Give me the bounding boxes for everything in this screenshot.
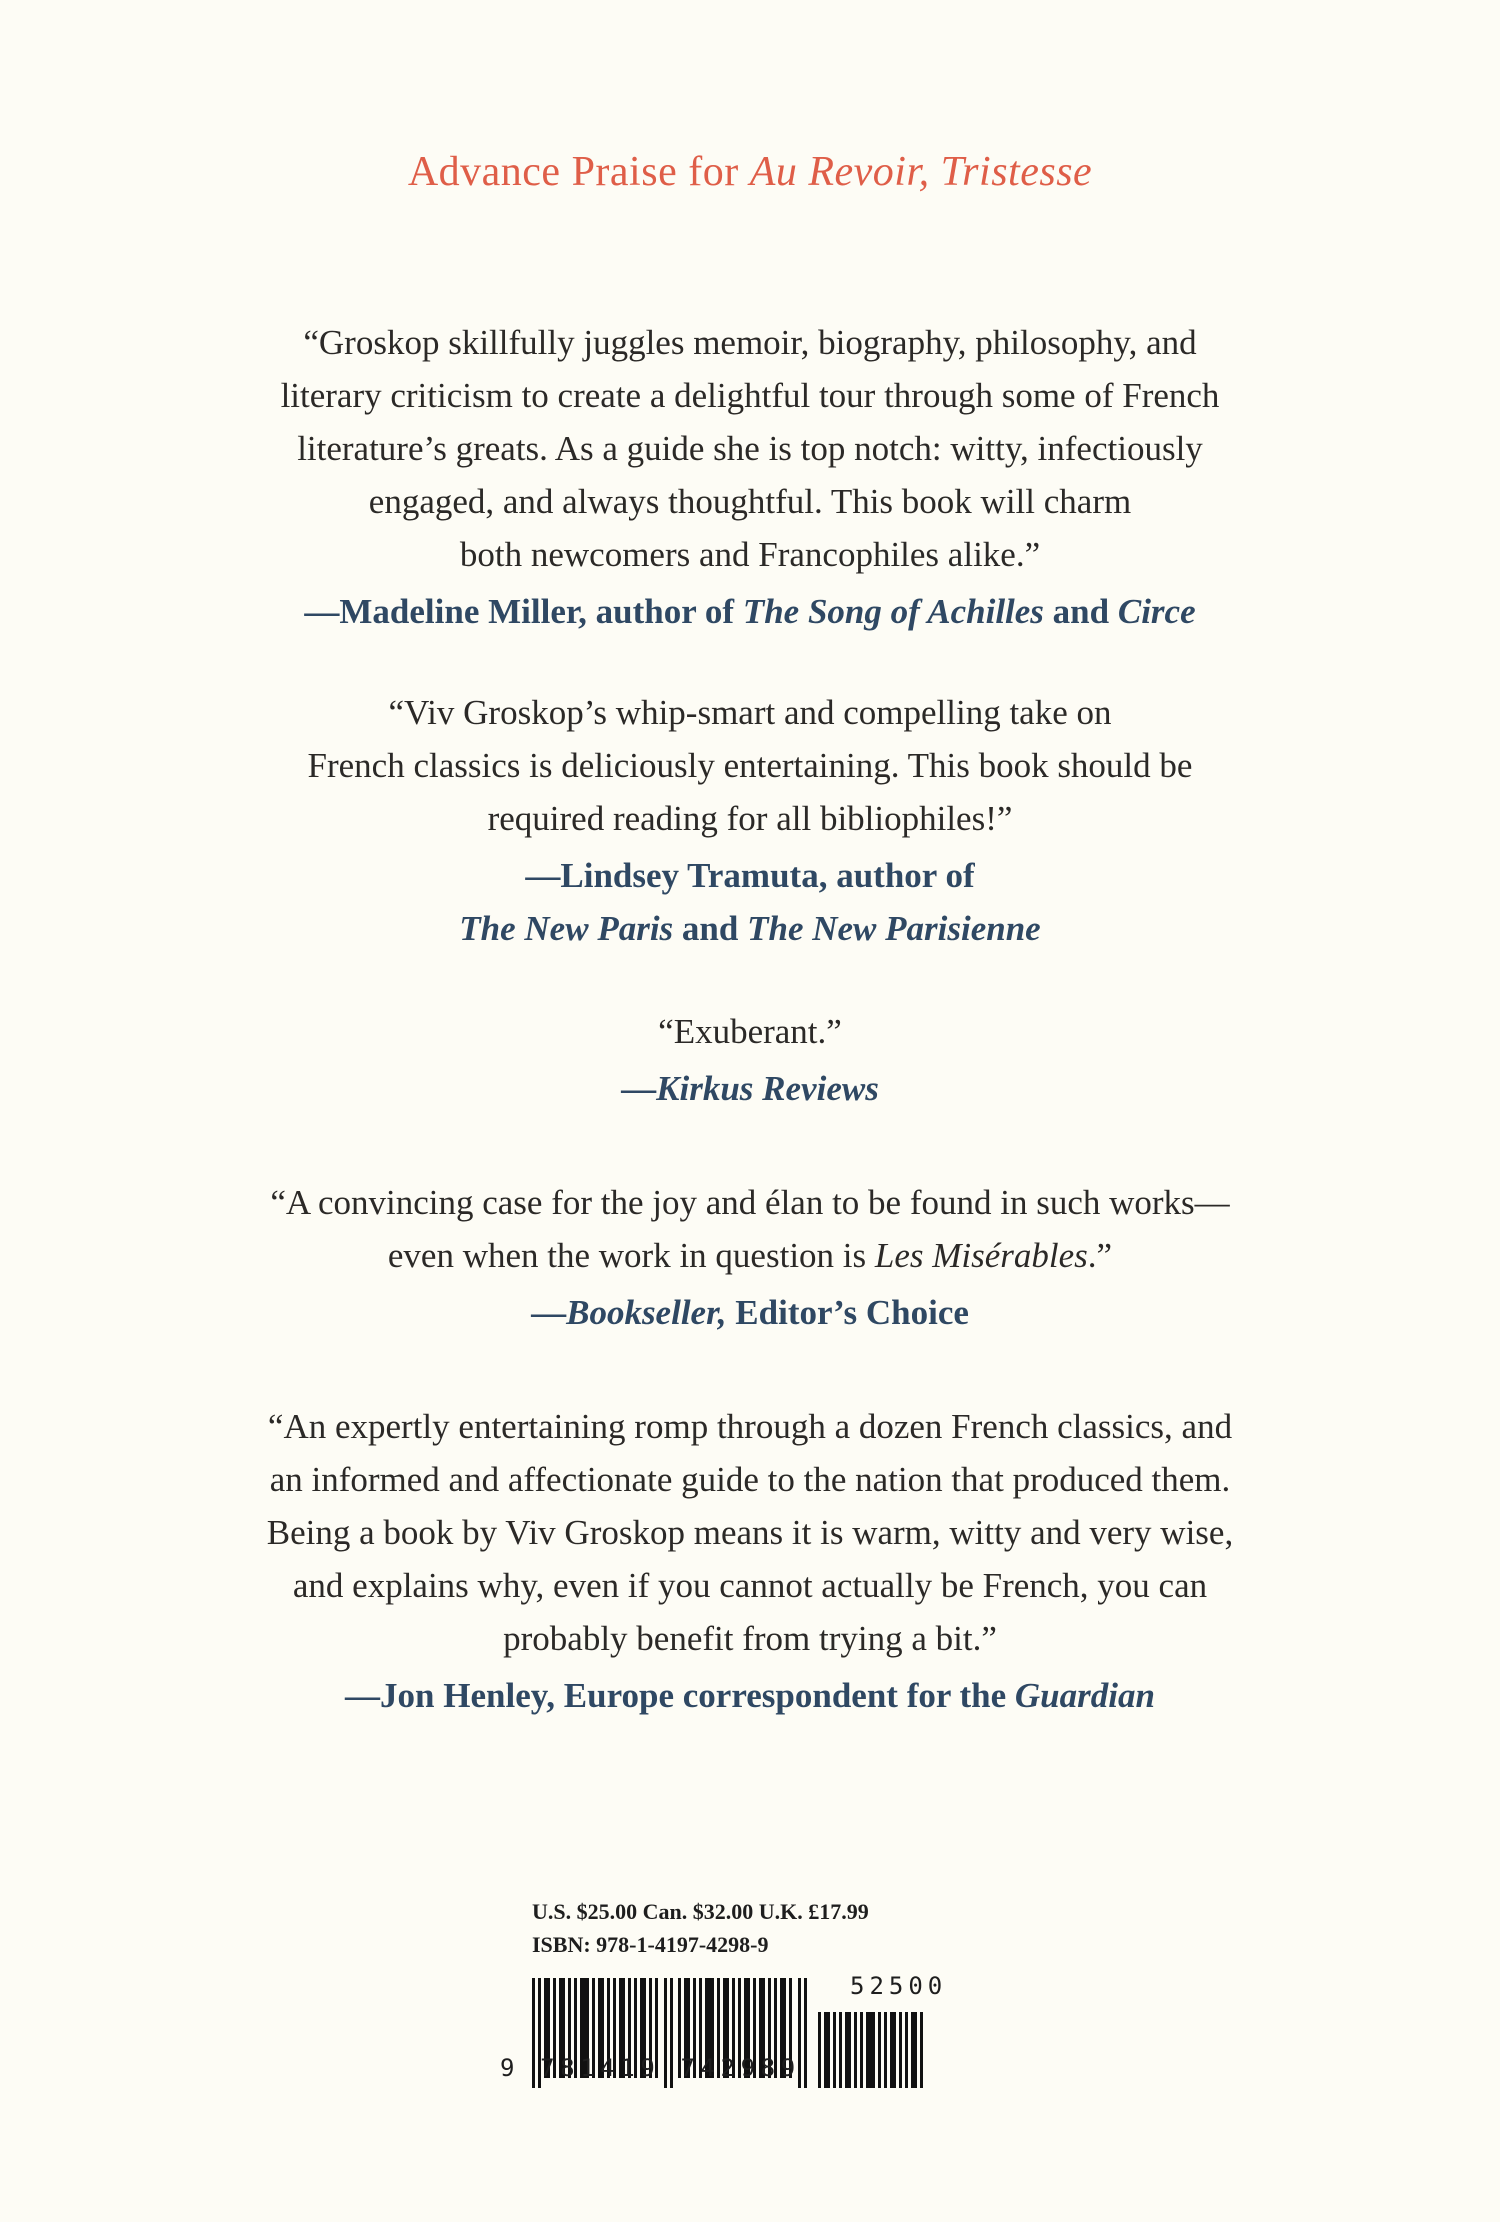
review-tramuta: [0, 686, 1500, 955]
review-quote: [0, 1400, 1500, 1665]
review-quote: [0, 1176, 1500, 1282]
attribution-dash: —: [531, 1293, 567, 1332]
attribution-work: The New Paris: [459, 909, 674, 948]
review-miller: [0, 316, 1500, 638]
attribution-source: Kirkus Reviews: [656, 1069, 879, 1108]
quote-text: even when the work in question is: [387, 1236, 875, 1275]
review-attribution: [0, 1062, 1500, 1115]
quote-line: [0, 1229, 1500, 1282]
review-attribution: [0, 585, 1500, 638]
addon-barcode-icon: [818, 2012, 928, 2088]
attribution-source: Bookseller,: [566, 1293, 727, 1332]
quote-line: “Exuberant.”: [658, 1012, 842, 1051]
attribution-joiner: and: [1043, 592, 1118, 631]
quote-line: both newcomers and Francophiles alike.”: [459, 535, 1041, 574]
attribution-author: —Madeline Miller, author of: [304, 592, 743, 631]
attribution-work: Circe: [1117, 592, 1196, 631]
quote-line: French classics is deliciously entertaining. This book should be: [307, 746, 1193, 785]
quote-line: an informed and affectionate guide to the nation that produced them.: [269, 1460, 1231, 1499]
quote-line: literature’s greats. As a guide she is top notch: witty, infectiously: [297, 429, 1203, 468]
heading-book-title: Au Revoir, Tristesse: [749, 149, 1093, 195]
barcode: [500, 1972, 990, 2092]
quote-line: and explains why, even if you cannot actually be French, you can: [292, 1566, 1208, 1605]
quote-line: probably benefit from trying a bit.”: [503, 1619, 997, 1658]
attribution-work: The New Parisienne: [747, 909, 1041, 948]
price-line: U.S. $25.00 Can. $32.00 U.K. £17.99: [532, 1899, 869, 1924]
quote-line: “Groskop skillfully juggles memoir, biography, philosophy, and: [303, 323, 1197, 362]
attribution-source: Guardian: [1014, 1676, 1155, 1715]
attribution-suffix: Editor’s Choice: [726, 1293, 969, 1332]
attribution-work: The Song of Achilles: [742, 592, 1044, 631]
review-henley: [0, 1400, 1500, 1722]
quote-line: engaged, and always thoughtful. This book will charm: [368, 482, 1132, 521]
attribution-works: [0, 902, 1500, 955]
review-attribution: [0, 1669, 1500, 1722]
quote-work-title: Les Misérables: [874, 1236, 1088, 1275]
review-quote: [0, 316, 1500, 581]
attribution-author: —Lindsey Tramuta, author of: [525, 856, 975, 895]
review-attribution: [0, 849, 1500, 955]
quote-line: “Viv Groskop’s whip-smart and compelling take on: [388, 693, 1112, 732]
page-heading: [0, 148, 1500, 196]
quote-end: .”: [1087, 1236, 1113, 1275]
price-block: [532, 1895, 869, 1961]
quote-line: “A convincing case for the joy and élan to be found in such works—: [270, 1183, 1230, 1222]
heading-prefix: Advance Praise for: [407, 149, 750, 195]
review-kirkus: [0, 1005, 1500, 1115]
barcode-addon-digits: 52500: [850, 1972, 948, 2000]
quote-line: “An expertly entertaining romp through a dozen French classics, and: [267, 1407, 1233, 1446]
quote-line: required reading for all bibliophiles!”: [487, 799, 1013, 838]
isbn-line: ISBN: 978-1-4197-4298-9: [532, 1932, 769, 1957]
review-attribution: [0, 1286, 1500, 1339]
review-bookseller: [0, 1176, 1500, 1339]
attribution-dash: —: [621, 1069, 657, 1108]
review-quote: [0, 686, 1500, 845]
quote-line: literary criticism to create a delightful tour through some of French: [280, 376, 1220, 415]
barcode-digits: 9 781419 742989: [500, 2054, 801, 2082]
review-quote: [0, 1005, 1500, 1058]
attribution-joiner: and: [673, 909, 748, 948]
quote-line: Being a book by Viv Groskop means it is warm, witty and very wise,: [266, 1513, 1234, 1552]
attribution-author: —Jon Henley, Europe correspondent for the: [345, 1676, 1015, 1715]
